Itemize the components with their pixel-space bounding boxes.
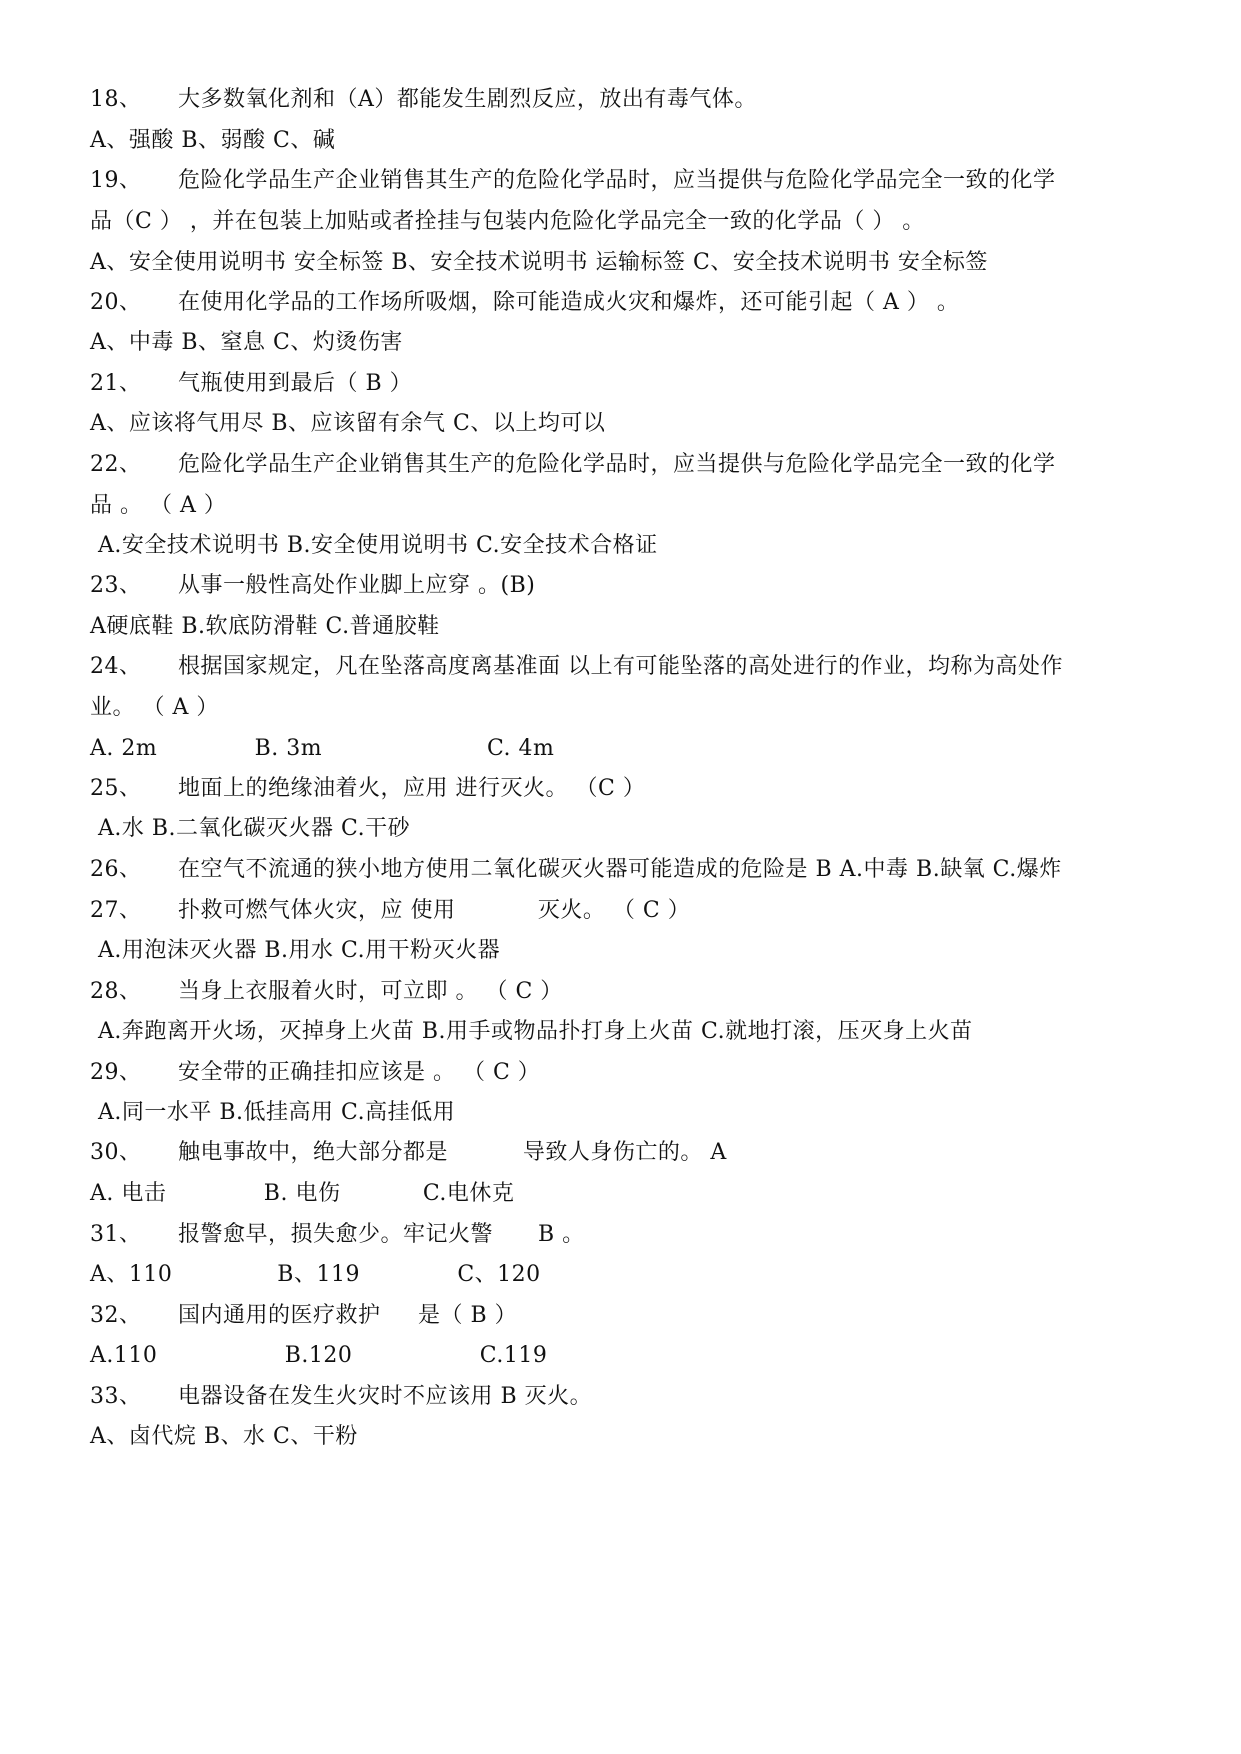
question-line xyxy=(90,77,1201,122)
question-number: 32、 xyxy=(90,1303,142,1328)
question-number: 24、 xyxy=(90,654,142,679)
question-number: 21、 xyxy=(90,371,142,396)
answer-options: A、110 B、119 C、120 xyxy=(90,1262,541,1287)
question-line xyxy=(90,442,1201,487)
answer-options: A.安全技术说明书 B.安全使用说明书 C.安全技术合格证 xyxy=(98,533,658,558)
question-text: 气瓶使用到最后（ B ） xyxy=(178,371,413,396)
question-line xyxy=(90,1293,1201,1338)
answer-options: A. 2m B. 3m C. 4m xyxy=(90,736,555,761)
answer-options: A.水 B.二氧化碳灭火器 C.干砂 xyxy=(98,816,411,841)
question-text: 报警愈早，损失愈少。牢记火警 B 。 xyxy=(178,1222,585,1247)
question-number: 30、 xyxy=(90,1140,142,1165)
question-line xyxy=(90,1212,1201,1257)
question-number: 27、 xyxy=(90,898,142,923)
answer-options: A.用泡沫灭火器 B.用水 C.用干粉灭火器 xyxy=(98,938,501,963)
question-line xyxy=(90,847,1201,892)
question-line xyxy=(90,1050,1201,1095)
answer-options: A、卤代烷 B、水 C、干粉 xyxy=(90,1424,358,1449)
question-text: 电器设备在发生火灾时不应该用 B 灭火。 xyxy=(178,1384,593,1409)
question-line xyxy=(90,766,1201,811)
answer-options: A. 电击 B. 电伤 C.电休克 xyxy=(90,1181,515,1206)
question-line xyxy=(90,888,1201,933)
question-number: 19、 xyxy=(90,168,142,193)
question-text: 在空气不流通的狭小地方使用二氧化碳灭火器可能造成的危险是 B A.中毒 B.缺氧 C.爆炸 xyxy=(178,857,1062,882)
question-text: 扑救可燃气体火灾，应 使用 灭火。 （ C ） xyxy=(178,898,691,923)
answer-options: A、中毒 B、窒息 C、灼烫伤害 xyxy=(90,330,403,355)
question-line xyxy=(90,1130,1201,1175)
question-text: 在使用化学品的工作场所吸烟，除可能造成火灾和爆炸，还可能引起（ A ） 。 xyxy=(178,290,960,315)
question-number: 28、 xyxy=(90,979,142,1004)
question-text: 当身上衣服着火时，可立即 。 （ C ） xyxy=(178,979,563,1004)
question-text: 从事一般性高处作业脚上应穿 。(B) xyxy=(178,573,536,598)
answer-options: A.同一水平 B.低挂高用 C.高挂低用 xyxy=(98,1100,456,1125)
question-number: 26、 xyxy=(90,857,142,882)
question-text: 国内通用的医疗救护 是（ B ） xyxy=(178,1303,518,1328)
question-line xyxy=(90,644,1201,689)
question-number: 20、 xyxy=(90,290,142,315)
question-line xyxy=(90,158,1201,203)
question-number: 29、 xyxy=(90,1060,142,1085)
answer-options: A、应该将气用尽 B、应该留有余气 C、以上均可以 xyxy=(90,411,606,436)
question-number: 23、 xyxy=(90,573,142,598)
question-line xyxy=(90,280,1201,325)
question-text: 危险化学品生产企业销售其生产的危险化学品时，应当提供与危险化学品完全一致的化学 xyxy=(178,452,1056,477)
question-text: 触电事故中，绝大部分都是 导致人身伤亡的。 A xyxy=(178,1140,727,1165)
question-number: 22、 xyxy=(90,452,142,477)
answer-options: A硬底鞋 B.软底防滑鞋 C.普通胶鞋 xyxy=(90,614,440,639)
question-line xyxy=(90,969,1201,1014)
question-text: 根据国家规定，凡在坠落高度离基准面 以上有可能坠落的高处进行的作业，均称为高处作 xyxy=(178,654,1063,679)
answer-options: A、安全使用说明书 安全标签 B、安全技术说明书 运输标签 C、安全技术说明书 安全标签 xyxy=(90,250,988,275)
question-line xyxy=(90,361,1201,406)
question-text: 大多数氧化剂和（A）都能发生剧烈反应，放出有毒气体。 xyxy=(178,87,757,112)
question-number: 18、 xyxy=(90,87,142,112)
answer-options: A、强酸 B、弱酸 C、碱 xyxy=(90,128,336,153)
question-continuation: 业。 （ A ） xyxy=(90,695,219,720)
question-line xyxy=(90,1374,1201,1419)
question-number: 25、 xyxy=(90,776,142,801)
question-text: 危险化学品生产企业销售其生产的危险化学品时，应当提供与危险化学品完全一致的化学 xyxy=(178,168,1056,193)
question-line xyxy=(90,563,1201,608)
question-number: 33、 xyxy=(90,1384,142,1409)
question-continuation: 品（C ） ，并在包装上加贴或者拴挂与包装内危险化学品完全一致的化学品（ ） 。 xyxy=(90,209,925,234)
question-number: 31、 xyxy=(90,1222,142,1247)
question-continuation: 品 。 （ A ） xyxy=(90,493,227,518)
question-text: 安全带的正确挂扣应该是 。 （ C ） xyxy=(178,1060,541,1085)
answer-options: A.110 B.120 C.119 xyxy=(90,1343,548,1368)
question-text: 地面上的绝缘油着火，应用 进行灭火。 （C ） xyxy=(178,776,646,801)
answer-options: A.奔跑离开火场，灭掉身上火苗 B.用手或物品扑打身上火苗 C.就地打滚，压灭身上火苗 xyxy=(98,1019,973,1044)
